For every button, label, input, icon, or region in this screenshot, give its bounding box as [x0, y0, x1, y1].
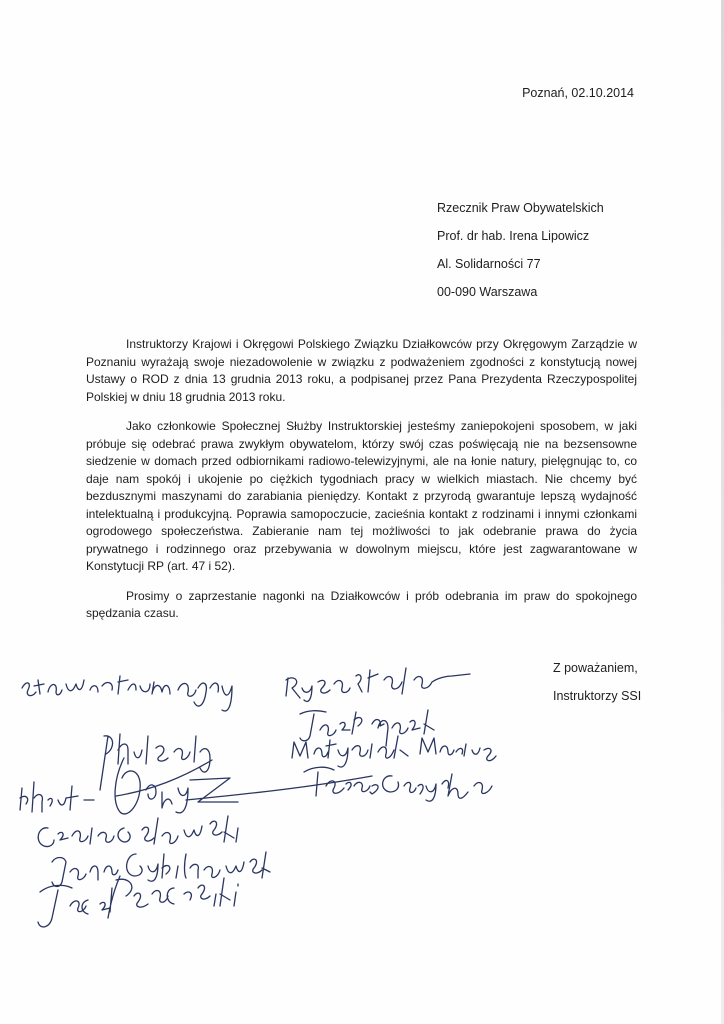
signature: [20, 758, 372, 814]
signature: [292, 736, 496, 767]
place-date: Poznań, 02.10.2014: [522, 86, 634, 100]
signature: [22, 676, 232, 711]
addressee-line: 00-090 Warszawa: [437, 285, 538, 299]
addressee-line: Prof. dr hab. Irena Lipowicz: [437, 229, 590, 243]
addressee-block: [437, 194, 604, 306]
body-paragraph: Prosimy o zaprzestanie nagonki na Działkowców i prób odebrania im praw do spokojnego spędzania czasu.: [86, 588, 637, 620]
signatory: Instruktorzy SSI: [553, 689, 642, 703]
signature: [300, 710, 434, 746]
addressee-line: Al. Solidarności 77: [437, 257, 541, 271]
signature: [52, 852, 270, 887]
closing-salutation: Z poważaniem,: [553, 661, 638, 675]
signature: [286, 668, 470, 701]
signature: [38, 816, 238, 847]
handwritten-signatures: [0, 640, 724, 940]
signatures-drawing: [0, 640, 724, 940]
signature: [100, 734, 212, 796]
addressee-line: Rzecznik Praw Obywatelskich: [437, 201, 604, 215]
signature: [304, 767, 492, 801]
letter-body: [86, 336, 637, 635]
body-paragraph: Jako członkowie Społecznej Służby Instruktorskiej jesteśmy zaniepokojeni sposobem, w jaki próbuje się odebrać prawa zwykłym obywatelom, którzy swój czas poświęcają nie na bezsensowne siedzenie w domach przed odbiornikami radiowo-telewizyjnymi, ale na łonie natury, pielęgnując to, co daje nam spokój i ukojenie po ciężkich tygodniach pracy w wielkich miastach. Nie chcemy być bezdusznymi maszynami do zarabiania pieniędzy. Kontakt z przyrodą gwarantuje lepszą wydajność intelektualną i produkcyjną. Poprawia samopoczucie, zacieśnia kontakt z rodzinami i innymi członkami ogrodowego społeczeństwa. Zabieranie nam tej możliwości to jak odebranie prawa do życia prywatnego i rodzinnego oraz przebywania w dowolnym miejscu, które jest zagwarantowane w Konstytucji RP (art. 47 i 52).: [86, 419, 637, 573]
signature: [38, 876, 238, 927]
body-paragraph: Instruktorzy Krajowi i Okręgowi Polskiego Związku Działkowców przy Okręgowym Zarządzie w Poznaniu wyrażają swoje niezadowolenie w związku z podważeniem zgodności z konstytucją nowej Ustawy o ROD z dnia 13 grudnia 2013 roku, a podpisanej przez Pana Prezydenta Rzeczypospolitej Polskiej w dniu 18 grudnia 2013 roku.: [86, 337, 637, 404]
